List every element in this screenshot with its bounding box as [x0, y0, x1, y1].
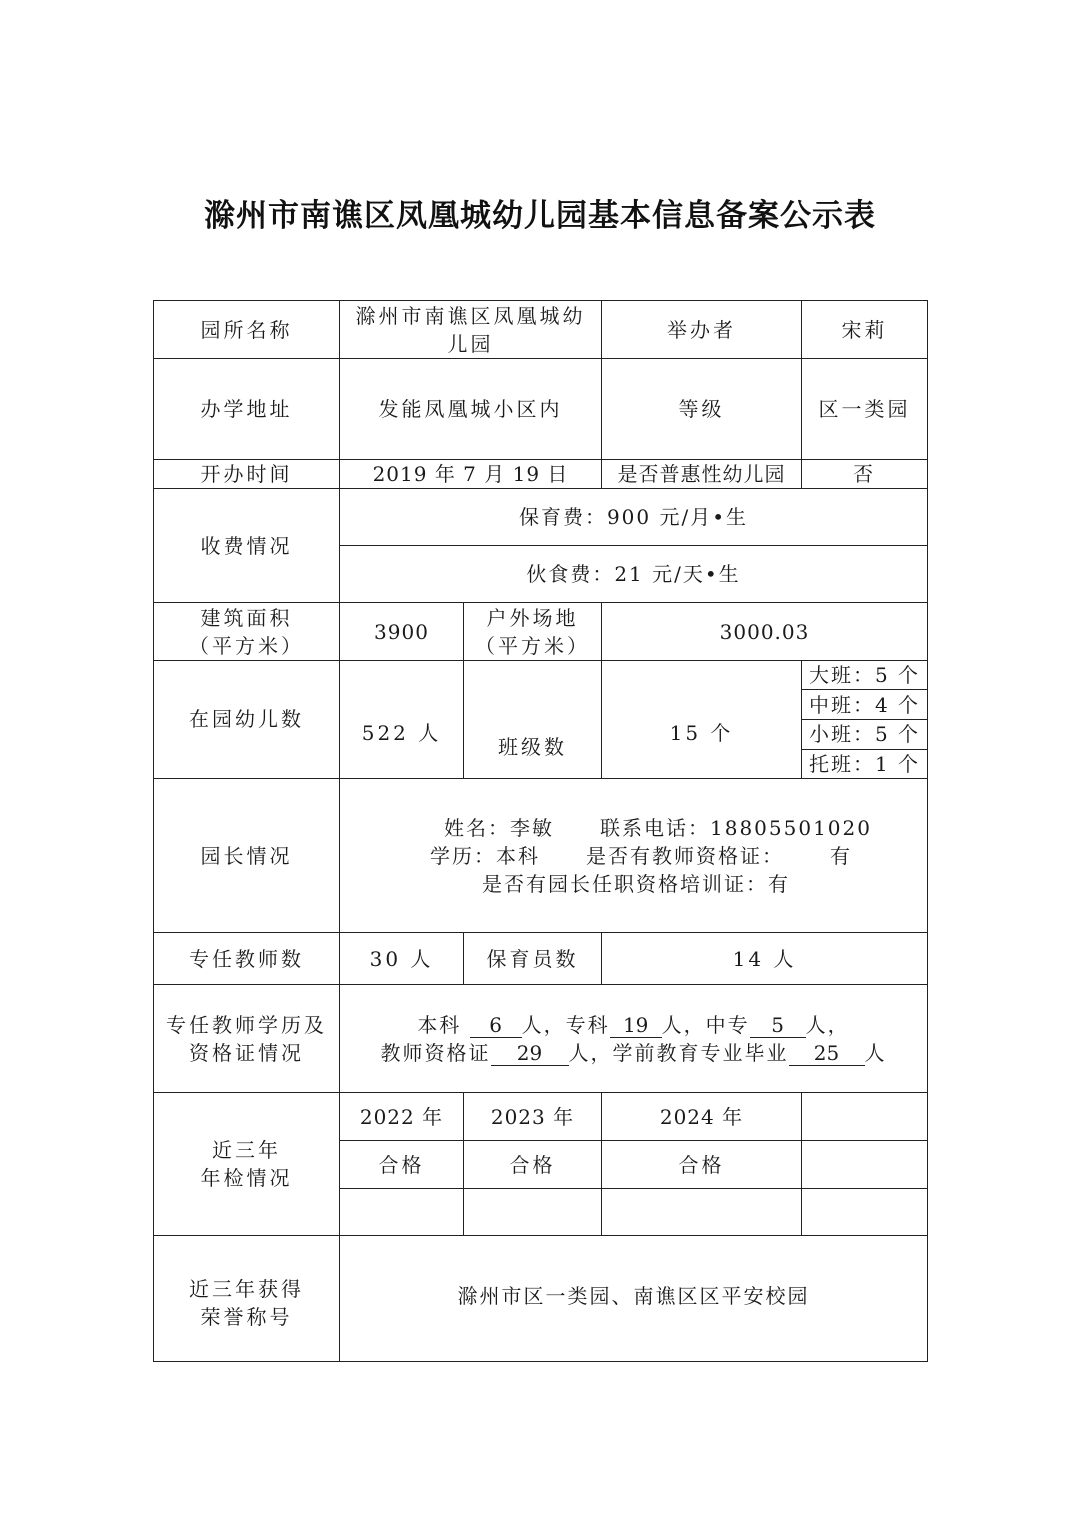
row-children [154, 661, 928, 779]
inspection-result-empty [802, 1141, 928, 1189]
row-honors [154, 1236, 928, 1362]
row-kindergarten-name [154, 301, 928, 359]
class-breakdown-item: 大班：5 个 [802, 661, 927, 690]
building-area-label-line2: （平方米） [189, 633, 304, 658]
qualifications-label-line1: 专任教师学历及 [166, 1012, 327, 1037]
honors-label [154, 1236, 340, 1362]
bachelor-label: 本科 [417, 1012, 462, 1037]
inclusive-label: 是否普惠性幼儿园 [602, 460, 802, 489]
inspection-result: 合格 [340, 1141, 464, 1189]
row-qualifications [154, 985, 928, 1093]
teachers-value: 30 人 [340, 933, 464, 985]
classes-count: 15 个 [602, 661, 802, 779]
name-value: 滁州市南谯区凤凰城幼儿园 [340, 301, 602, 359]
class-breakdown-item: 中班：4 个 [802, 690, 927, 720]
address-value: 发能凤凰城小区内 [340, 359, 602, 460]
principal-info [340, 779, 928, 933]
cert-label: 教师资格证 [380, 1040, 491, 1065]
qualifications-label [154, 985, 340, 1093]
row-principal [154, 779, 928, 933]
principal-cert-answer: 有 [830, 843, 852, 868]
secondary-value: 5 [750, 1013, 806, 1038]
outdoor-area-label [464, 603, 602, 661]
row-fees-childcare [154, 489, 928, 546]
address-label: 办学地址 [154, 359, 340, 460]
preschool-label: 人，学前教育专业毕业 [568, 1040, 789, 1065]
inspection-year: 2022 年 [340, 1093, 464, 1141]
class-breakdown [802, 661, 928, 779]
inspection-result: 合格 [464, 1141, 602, 1189]
inspection-label-line1: 近三年 [212, 1138, 281, 1162]
row-open-date [154, 460, 928, 489]
qualifications-info [340, 985, 928, 1093]
organizer-value: 宋莉 [802, 301, 928, 359]
organizer-label: 举办者 [602, 301, 802, 359]
row-staff [154, 933, 928, 985]
inspection-result: 合格 [602, 1141, 802, 1189]
page-title: 滁州市南谯区凤凰城幼儿园基本信息备案公示表 [204, 198, 876, 234]
childcare-fee: 保育费：900 元/月•生 [340, 489, 928, 546]
college-value: 19 [610, 1013, 662, 1038]
empty-cell [464, 1189, 602, 1236]
row-inspection-years [154, 1093, 928, 1141]
classes-label: 班级数 [464, 661, 602, 779]
children-label: 在园幼儿数 [154, 661, 340, 779]
outdoor-area-value: 3000.03 [602, 603, 928, 661]
info-table [153, 300, 928, 1362]
principal-label: 园长情况 [154, 779, 340, 933]
building-area-label [154, 603, 340, 661]
honors-label-line2: 荣誉称号 [200, 1304, 293, 1329]
empty-cell [340, 1189, 464, 1236]
principal-education: 学历：本科 [430, 843, 540, 868]
bachelor-value: 6 [470, 1013, 522, 1038]
college-label: 人，专科 [521, 1012, 610, 1037]
outdoor-area-label-line1: 户外场地 [486, 605, 579, 630]
fees-label: 收费情况 [154, 489, 340, 603]
caregivers-value: 14 人 [602, 933, 928, 985]
grade-label: 等级 [602, 359, 802, 460]
cert-value: 29 [491, 1041, 569, 1066]
row-address [154, 359, 928, 460]
class-breakdown-item: 托班：1 个 [808, 751, 921, 776]
teachers-label: 专任教师数 [154, 933, 340, 985]
principal-cert-question: 是否有教师资格证： [586, 843, 784, 868]
class-breakdown-item: 小班：5 个 [802, 719, 927, 749]
preschool-end: 人 [864, 1040, 887, 1065]
name-label: 园所名称 [154, 301, 340, 359]
preschool-value: 25 [789, 1041, 865, 1066]
meal-fee: 伙食费：21 元/天•生 [340, 546, 928, 603]
honors-label-line1: 近三年获得 [189, 1276, 304, 1301]
empty-cell [802, 1189, 928, 1236]
open-date-value: 2019 年 7 月 19 日 [340, 460, 602, 489]
secondary-label: 人，中专 [661, 1012, 750, 1037]
inspection-label [154, 1093, 340, 1236]
grade-value: 区一类园 [802, 359, 928, 460]
principal-name: 姓名：李敏 [444, 815, 554, 840]
honors-value: 滁州市区一类园、南谯区区平安校园 [340, 1236, 928, 1362]
building-area-label-line1: 建筑面积 [200, 605, 293, 630]
open-date-label: 开办时间 [154, 460, 340, 489]
inspection-label-line2: 年检情况 [200, 1166, 293, 1190]
outdoor-area-label-line2: （平方米） [475, 633, 590, 658]
secondary-end: 人， [805, 1012, 850, 1037]
inspection-year: 2023 年 [464, 1093, 602, 1141]
inspection-year-empty [802, 1093, 928, 1141]
principal-phone: 联系电话：18805501020 [600, 815, 872, 840]
inclusive-value: 否 [802, 460, 928, 489]
building-area-value: 3900 [340, 603, 464, 661]
empty-cell [602, 1189, 802, 1236]
caregivers-label: 保育员数 [464, 933, 602, 985]
principal-training: 是否有园长任职资格培训证：有 [482, 871, 790, 896]
inspection-year: 2024 年 [602, 1093, 802, 1141]
children-count: 522 人 [340, 661, 464, 779]
qualifications-label-line2: 资格证情况 [189, 1040, 304, 1065]
row-area [154, 603, 928, 661]
